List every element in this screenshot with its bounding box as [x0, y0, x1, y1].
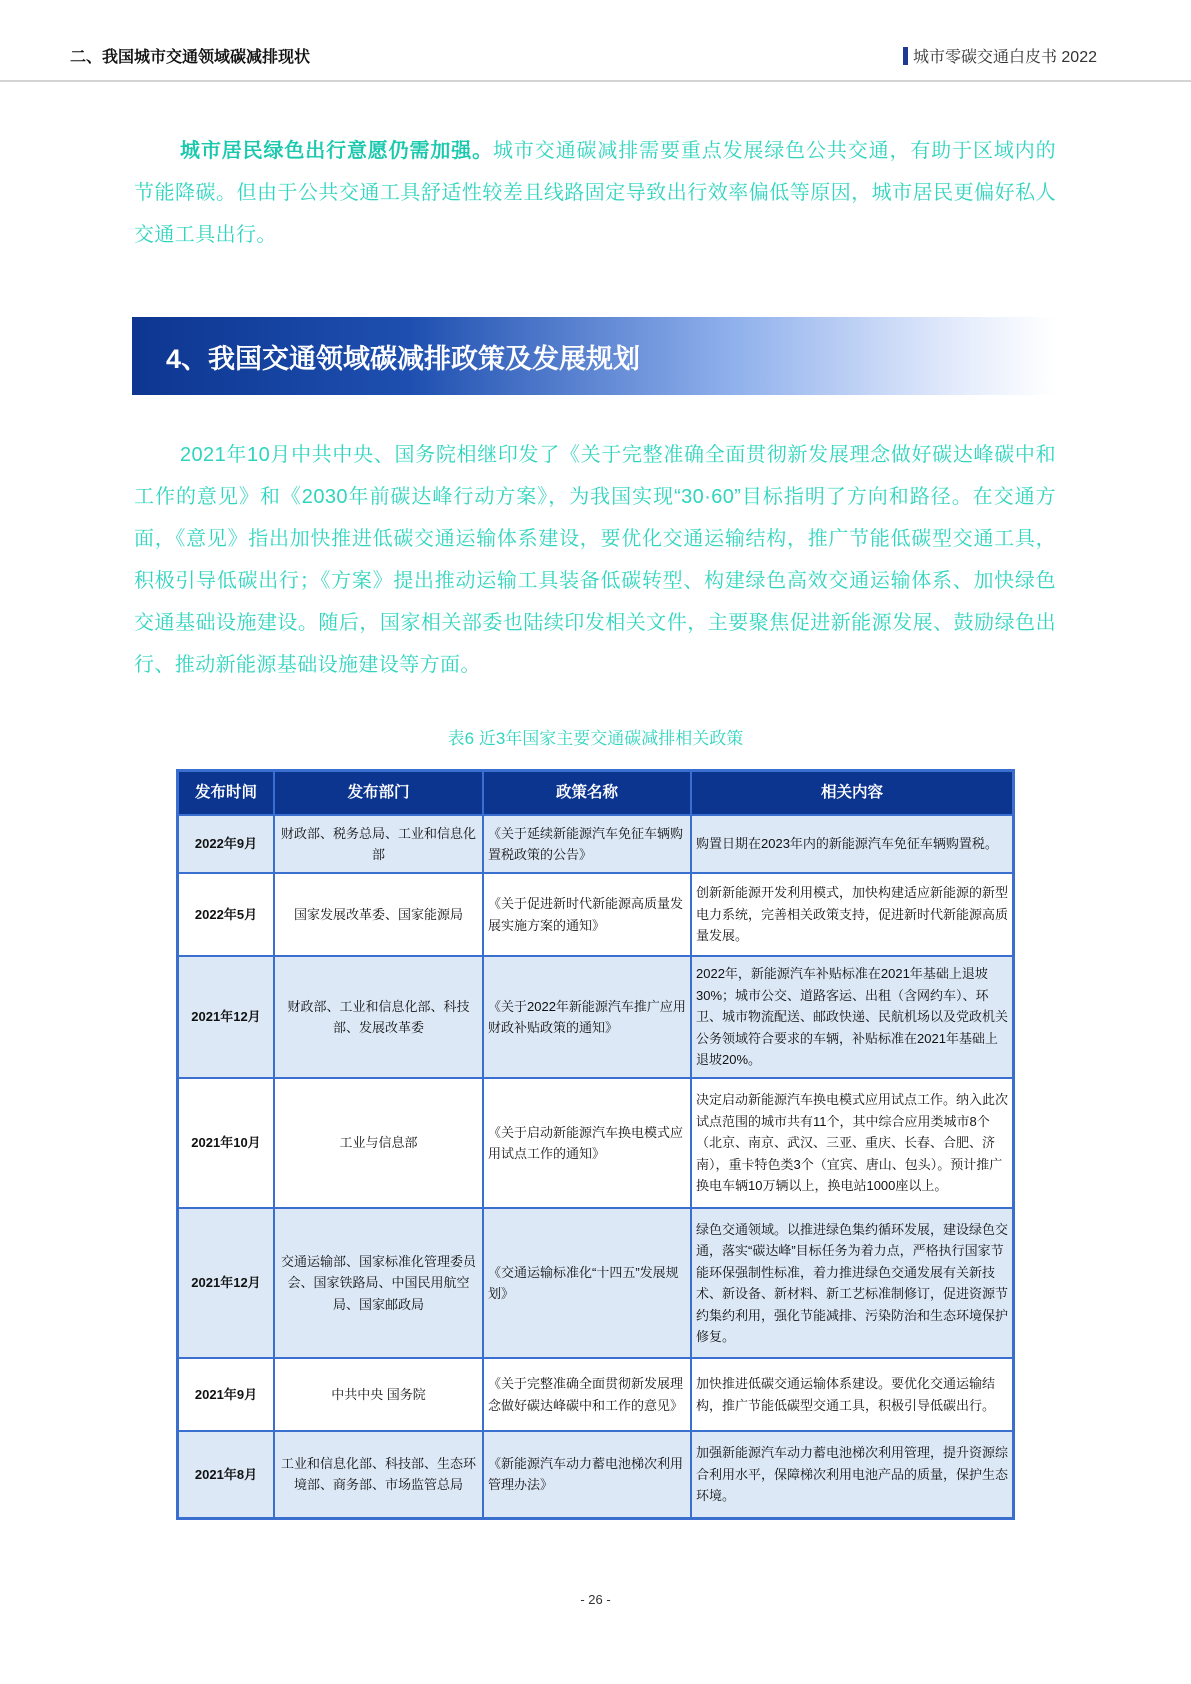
col-header: 发布时间	[178, 771, 275, 816]
intro-text: 城市交通碳减排需要重点发展绿色公共交通，有助于区域内的节能降碳。但由于公共交通工具舒适性较差且线路固定导致出行效率偏低等原因，城市居民更偏好私人交通工具出行。	[134, 140, 1056, 246]
table-row	[178, 1358, 1014, 1431]
table-caption: 表6 近3年国家主要交通碳减排相关政策	[447, 729, 744, 748]
table-row	[178, 1431, 1014, 1518]
intro-bold-lead: 城市居民绿色出行意愿仍需加强。	[180, 140, 494, 162]
date-cell: 2021年12月	[178, 956, 275, 1078]
department-cell: 工业和信息化部、科技部、生态环境部、商务部、市场监管总局	[274, 1431, 483, 1518]
content-cell: 2022年，新能源汽车补贴标准在2021年基础上退坡30%；城市公交、道路客运、出租（含网约车）、环卫、城市物流配送、邮政快递、民航机场以及党政机关公务领域符合要求的车辆，补贴标准在2021年基础上退坡20%。	[691, 956, 1014, 1078]
running-header-section: 二、我国城市交通领域碳减排现状	[70, 49, 311, 66]
department-cell: 财政部、工业和信息化部、科技部、发展改革委	[274, 956, 483, 1078]
date-cell: 2021年12月	[178, 1208, 275, 1358]
table-row	[178, 1078, 1014, 1208]
col-header: 发布部门	[274, 771, 483, 816]
running-header-title	[903, 44, 1097, 67]
table-row	[178, 956, 1014, 1078]
department-cell: 交通运输部、国家标准化管理委员会、国家铁路局、中国民用航空局、国家邮政局	[274, 1208, 483, 1358]
table-row	[178, 1208, 1014, 1358]
department-cell: 财政部、税务总局、工业和信息化部	[274, 815, 483, 873]
policy-name-cell: 《关于启动新能源汽车换电模式应用试点工作的通知》	[483, 1078, 691, 1208]
table-header-row	[178, 771, 1014, 816]
policy-name-cell: 《新能源汽车动力蓄电池梯次利用管理办法》	[483, 1431, 691, 1518]
content-cell: 购置日期在2023年内的新能源汽车免征车辆购置税。	[691, 815, 1014, 873]
col-header: 相关内容	[691, 771, 1014, 816]
doc-title: 城市零碳交通白皮书 2022	[912, 49, 1097, 66]
table-row	[178, 873, 1014, 956]
date-cell: 2022年9月	[178, 815, 275, 873]
content-cell: 加强新能源汽车动力蓄电池梯次利用管理，提升资源综合利用水平，保障梯次利用电池产品的质量，保护生态环境。	[691, 1431, 1014, 1518]
policy-name-cell: 《关于2022年新能源汽车推广应用财政补贴政策的通知》	[483, 956, 691, 1078]
policy-name-cell: 《关于延续新能源汽车免征车辆购置税政策的公告》	[483, 815, 691, 873]
body-paragraph: 2021年10月中共中央、国务院相继印发了《关于完整准确全面贯彻新发展理念做好碳达峰碳中和工作的意见》和《2030年前碳达峰行动方案》，为我国实现“30·60”目标指明了方向和路径。在交通方面，《意见》指出加快推进低碳交通运输体系建设，要优化交通运输结构，推广节能低碳型交通工具，积极引导低碳出行；《方案》提出推动运输工具装备低碳转型、构建绿色高效交通运输体系、加快绿色交通基础设施建设。随后，国家相关部委也陆续印发相关文件，主要聚焦促进新能源发展、鼓励绿色出行、推动新能源基础设施建设等方面。	[134, 444, 1056, 676]
date-cell: 2021年10月	[178, 1078, 275, 1208]
department-cell: 工业与信息部	[274, 1078, 483, 1208]
policy-name-cell: 《交通运输标准化“十四五”发展规划》	[483, 1208, 691, 1358]
section-banner	[132, 317, 1055, 395]
department-cell: 中共中央 国务院	[274, 1358, 483, 1431]
policy-name-cell: 《关于完整准确全面贯彻新发展理念做好碳达峰碳中和工作的意见》	[483, 1358, 691, 1431]
department-cell: 国家发展改革委、国家能源局	[274, 873, 483, 956]
date-cell: 2022年5月	[178, 873, 275, 956]
intro-paragraph	[134, 130, 1056, 256]
content-cell: 加快推进低碳交通运输体系建设。要优化交通运输结构，推广节能低碳型交通工具，积极引导低碳出行。	[691, 1358, 1014, 1431]
header-accent-bar	[903, 47, 908, 65]
section-title: 4、我国交通领域碳减排政策及发展规划	[166, 344, 641, 374]
policy-name-cell: 《关于促进新时代新能源高质量发展实施方案的通知》	[483, 873, 691, 956]
content-cell: 绿色交通领域。以推进绿色集约循环发展，建设绿色交通，落实“碳达峰”目标任务为着力点，严格执行国家节能环保强制性标准，着力推进绿色交通发展有关新技术、新设备、新材料、新工艺标准制修订，促进资源节约集约利用，强化节能减排、污染防治和生态环境保护修复。	[691, 1208, 1014, 1358]
table-row	[178, 815, 1014, 873]
date-cell: 2021年9月	[178, 1358, 275, 1431]
header-divider	[0, 80, 1191, 82]
col-header: 政策名称	[483, 771, 691, 816]
page-number: - 26 -	[580, 1592, 611, 1607]
content-cell: 创新新能源开发利用模式，加快构建适应新能源的新型电力系统，完善相关政策支持，促进新时代新能源高质量发展。	[691, 873, 1014, 956]
policy-table	[176, 769, 1015, 1520]
date-cell: 2021年8月	[178, 1431, 275, 1518]
content-cell: 决定启动新能源汽车换电模式应用试点工作。纳入此次试点范围的城市共有11个，其中综合应用类城市8个（北京、南京、武汉、三亚、重庆、长春、合肥、济南），重卡特色类3个（宜宾、唐山、包头）。预计推广换电车辆10万辆以上，换电站1000座以上。	[691, 1078, 1014, 1208]
